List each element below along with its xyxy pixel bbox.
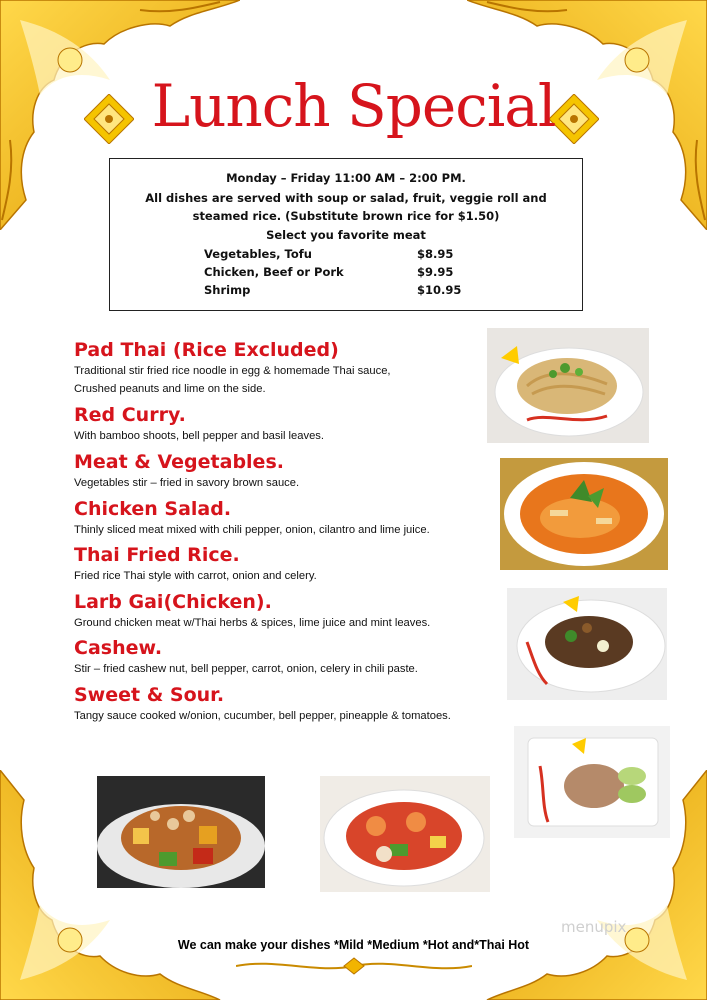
select-meat-text: Select you favorite meat: [266, 228, 426, 242]
dish-cashew: [74, 636, 418, 678]
dish-description: Fried rice Thai style with carrot, onion and celery.: [74, 570, 317, 582]
watermark-logo: menupix: [561, 918, 627, 936]
dish-name: Thai Fried Rice.: [74, 544, 240, 566]
dish-thai-fried-rice: [74, 543, 317, 585]
meat-vegetables-photo: [507, 588, 667, 700]
dish-description: Crushed peanuts and lime on the side.: [74, 383, 266, 395]
price-item-value: $10.95: [417, 283, 462, 297]
red-curry-photo: [500, 458, 668, 570]
info-box: [109, 158, 583, 311]
served-with-text: All dishes are served with soup or salad, fruit, veggie roll and: [145, 191, 547, 205]
page-title: Lunch Special: [151, 72, 556, 140]
dish-description: Stir – fried cashew nut, bell pepper, carrot, onion, celery in chili paste.: [74, 663, 418, 675]
price-item-name: Vegetables, Tofu: [204, 247, 312, 261]
dish-description: Vegetables stir – fried in savory brown sauce.: [74, 477, 300, 489]
price-item-value: $9.95: [417, 265, 454, 279]
dish-name: Larb Gai(Chicken).: [74, 591, 272, 613]
dish-larb-gai: [74, 590, 430, 632]
dish-description: With bamboo shoots, bell pepper and basil leaves.: [74, 430, 325, 442]
price-item-name: Shrimp: [204, 283, 251, 297]
dish-name: Sweet & Sour.: [74, 684, 225, 706]
dish-description: Thinly sliced meat mixed with chili pepper, onion, cilantro and lime juice.: [74, 524, 430, 536]
dish-pad-thai: [74, 338, 391, 398]
dish-sweet-sour: [74, 683, 451, 725]
dish-meat-vegetables: [74, 450, 299, 492]
footer-note: We can make your dishes *Mild *Medium *Hot and*Thai Hot: [177, 938, 530, 952]
sweet-sour-photo: [320, 776, 490, 892]
price-item-name: Chicken, Beef or Pork: [204, 265, 344, 279]
hours-text: Monday – Friday 11:00 AM – 2:00 PM.: [226, 171, 466, 185]
dish-description: Traditional stir fried rice noodle in egg & homemade Thai sauce,: [74, 365, 391, 377]
dish-red-curry: [74, 403, 324, 445]
dish-name: Pad Thai (Rice Excluded): [74, 339, 339, 361]
chicken-salad-photo: [514, 726, 670, 838]
dish-chicken-salad: [74, 497, 430, 539]
dish-name: Red Curry.: [74, 404, 186, 426]
pad-thai-photo: [487, 328, 649, 443]
dish-name: Cashew.: [74, 637, 163, 659]
dish-description: Tangy sauce cooked w/onion, cucumber, bell pepper, pineapple & tomatoes.: [74, 710, 451, 722]
dish-name: Meat & Vegetables.: [74, 451, 284, 473]
brown-rice-text: steamed rice. (Substitute brown rice for $1.50): [192, 209, 500, 223]
cashew-photo: [97, 776, 265, 888]
footer-divider-ornament: [236, 956, 472, 976]
dish-description: Ground chicken meat w/Thai herbs & spices, lime juice and mint leaves.: [74, 617, 431, 629]
price-item-value: $8.95: [417, 247, 454, 261]
dish-name: Chicken Salad.: [74, 498, 232, 520]
